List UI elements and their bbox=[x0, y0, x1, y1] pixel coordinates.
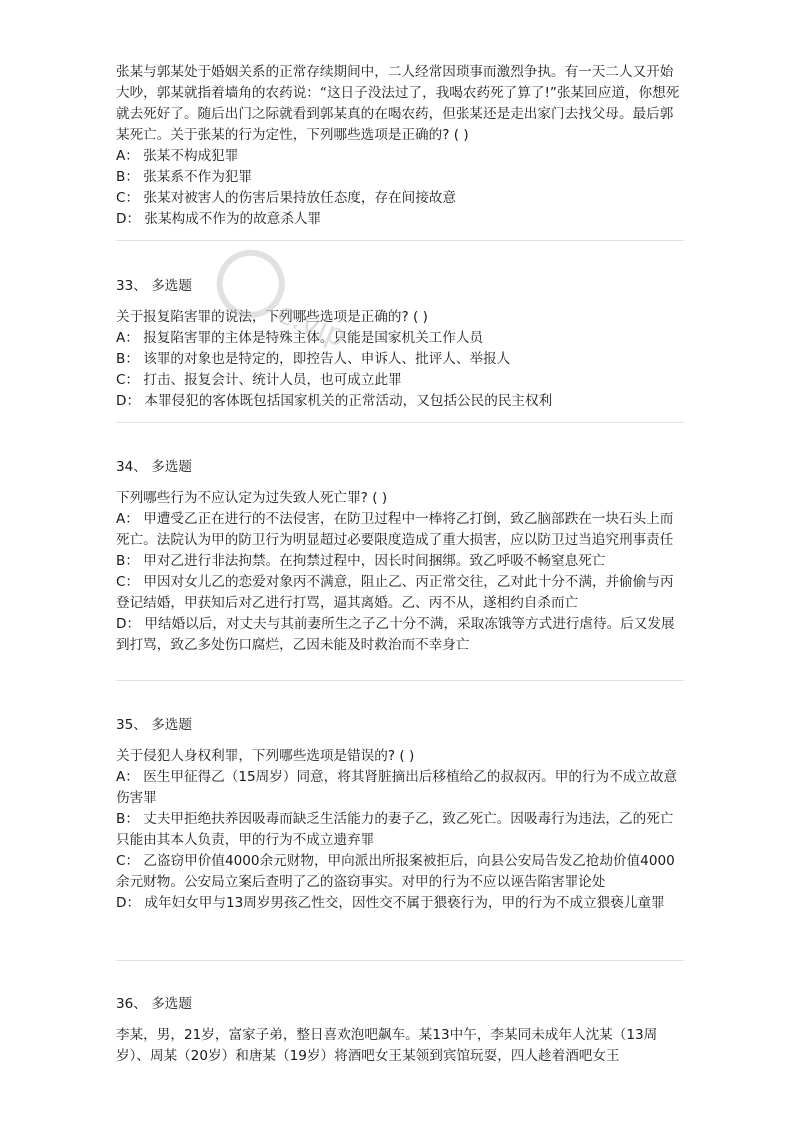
option-d: D： 甲结婚以后，对丈夫与其前妻所生之子乙十分不满，采取冻饿等方式进行虐待。后又发展到打骂，致乙多处伤口腐烂，乙因未能及时救治而不幸身亡 bbox=[116, 616, 675, 653]
option-a: A： 甲遭受乙正在进行的不法侵害，在防卫过程中一棒将乙打倒，致乙脑部跌在一块石头上而死亡。法院认为甲的防卫行为明显超过必要限度造成了重大损害，应以防卫过当追究刑事责任 bbox=[116, 511, 674, 548]
option-d: D： 成年妇女甲与13周岁男孩乙性交，因性交不属于猥亵行为，甲的行为不成立猥亵儿童罪 bbox=[116, 895, 665, 911]
option-c: C： 张某对被害人的伤害后果持放任态度，存在间接故意 bbox=[116, 190, 457, 206]
question-title: 36、 多选题 bbox=[116, 996, 192, 1012]
option-c: C： 打击、报复会计、统计人员，也可成立此罪 bbox=[116, 372, 402, 388]
divider bbox=[116, 960, 684, 961]
option-b: B： 张某系不作为犯罪 bbox=[116, 169, 252, 185]
option-a: A： 医生甲征得乙（15周岁）同意，将其肾脏摘出后移植给乙的叔叔丙。甲的行为不成立故意伤害罪 bbox=[116, 769, 678, 806]
divider bbox=[116, 680, 684, 681]
question-36 bbox=[116, 994, 684, 1067]
question-32 bbox=[116, 62, 684, 230]
option-a: A： 张某不构成犯罪 bbox=[116, 148, 239, 164]
question-text: 张某与郭某处于婚姻关系的正常存续期间中，二人经常因琐事而激烈争执。有一天二人又开始大吵，郭某就指着墙角的农药说：“这日子没法过了，我喝农药死了算了!”张某回应道，你想死就去死好了。随后出门之际就看到郭某真的在喝农药，但张某还是走出家门去找父母。最后郭某死亡。关于张某的行为定性，下列哪些选项是正确的? ( ) bbox=[116, 64, 680, 143]
option-b: B： 丈夫甲拒绝扶养因吸毒而缺乏生活能力的妻子乙，致乙死亡。因吸毒行为违法，乙的死亡只能由其本人负责，甲的行为不成立遗弃罪 bbox=[116, 811, 674, 848]
option-d: D： 张某构成不作为的故意杀人罪 bbox=[116, 211, 322, 227]
option-c: C： 甲因对女儿乙的恋爱对象丙不满意，阻止乙、丙正常交往，乙对此十分不满，并偷偷与丙登记结婚，甲获知后对乙进行打骂，逼其离婚。乙、丙不从，遂相约自杀而亡 bbox=[116, 574, 674, 611]
option-b: B： 该罪的对象也是特定的，即控告人、申诉人、批评人、举报人 bbox=[116, 351, 511, 367]
question-title: 35、 多选题 bbox=[116, 717, 192, 733]
watermark-mark: c.vip bbox=[271, 295, 351, 355]
question-text: 下列哪些行为不应认定为过失致人死亡罪? ( ) bbox=[116, 490, 388, 506]
question-title: 33、 多选题 bbox=[116, 278, 192, 294]
question-33 bbox=[116, 276, 684, 412]
divider bbox=[116, 422, 684, 423]
question-text: 关于报复陷害罪的说法，下列哪些选项是正确的? ( ) bbox=[116, 309, 428, 325]
option-d: D： 本罪侵犯的客体既包括国家机关的正常活动，又包括公民的民主权利 bbox=[116, 393, 553, 409]
question-text: 关于侵犯人身权利罪，下列哪些选项是错误的? ( ) bbox=[116, 748, 415, 764]
question-35 bbox=[116, 715, 684, 914]
question-title: 34、 多选题 bbox=[116, 459, 192, 475]
question-text: 李某，男，21岁，富家子弟，整日喜欢泡吧飙车。某13中午，李某同未成年人沈某（13周岁）、周某（20岁）和唐某（19岁）将酒吧女王某领到宾馆玩耍，四人趁着酒吧女王 bbox=[116, 1027, 658, 1064]
option-a: A： 报复陷害罪的主体是特殊主体。只能是国家机关工作人员 bbox=[116, 330, 484, 346]
option-b: B： 甲对乙进行非法拘禁。在拘禁过程中，因长时间捆绑。致乙呼吸不畅窒息死亡 bbox=[116, 553, 606, 569]
question-34 bbox=[116, 457, 684, 656]
divider bbox=[116, 240, 684, 241]
option-c: C： 乙盗窃甲价值4000余元财物，甲向派出所报案被拒后，向县公安局告发乙抢劫价值4000余元财物。公安局立案后查明了乙的盗窃事实。对甲的行为不应以诬告陷害罪论处 bbox=[116, 853, 675, 890]
